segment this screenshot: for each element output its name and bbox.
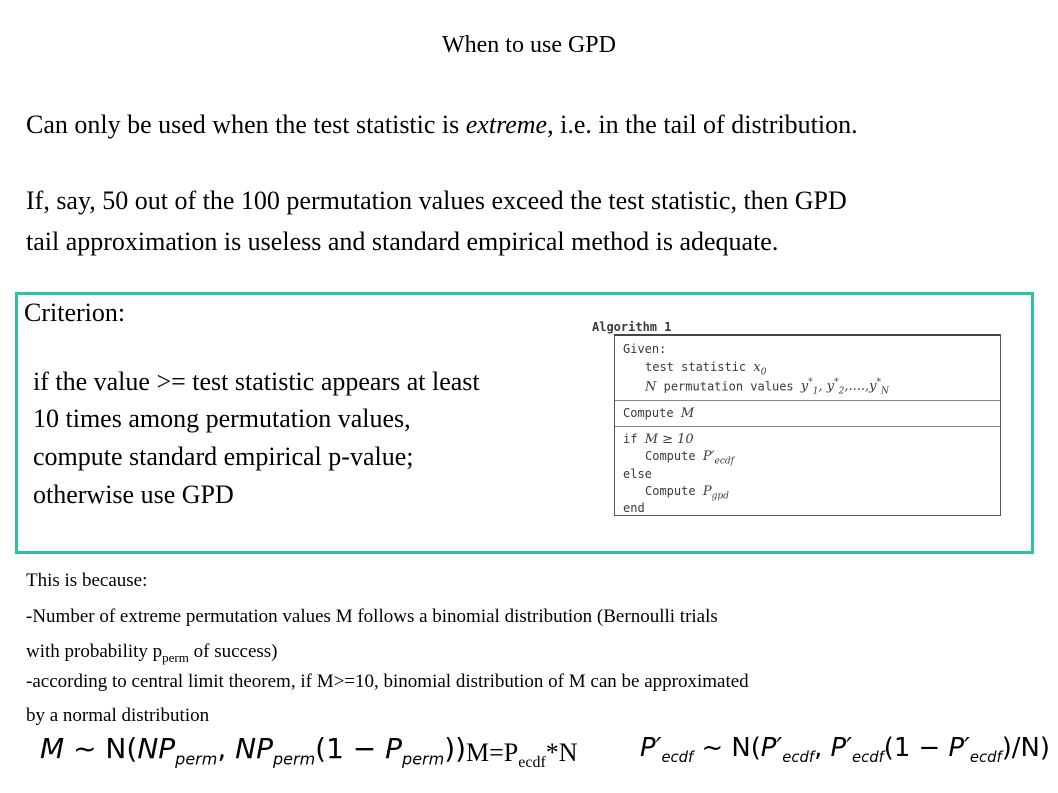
- algo-given: Given:: [623, 342, 667, 356]
- algo-separator: [615, 400, 1000, 401]
- bullet-1-line-2: with probability $p_{perm}$ of success): [26, 641, 278, 665]
- criterion-line: if the value >= test statistic appears at least: [33, 367, 480, 396]
- usage-text: Can only be used when the test statistic is: [26, 110, 466, 139]
- emphasis-extreme: extreme: [465, 110, 548, 139]
- bullet-2-line-1: -according to central limit theorem, if M>=10, binomial distribution of M can be approximated: [26, 671, 749, 692]
- algo-permutation-values: N permutation values $y^*_1$, $y^*_2,....,y^*_N$: [645, 378, 889, 397]
- algo-compute-ecdf: Compute $P'_{ecdf}$: [645, 449, 734, 467]
- algo-separator: [615, 426, 1000, 427]
- algo-if-condition: if M ≥ 10: [623, 432, 694, 447]
- example-paragraph-line-2: tail approximation is useless and standard empirical method is adequate.: [26, 227, 779, 256]
- criterion-line: compute standard empirical p-value;: [33, 442, 414, 471]
- algo-end: end: [623, 501, 645, 515]
- criterion-heading: Criterion:: [24, 298, 126, 327]
- because-heading: This is because:: [26, 570, 148, 591]
- binomial-normal-formula: M ~ $N(NP_{perm}$, $NP_{perm}(1 - P_{perm})$): [40, 732, 467, 769]
- ecdf-normal-formula: $P'_{ecdf}$ ~ $N(P'_{ecdf}$, $P'_{ecdf}(1 - P'_{ecdf})/N$): [640, 732, 1050, 766]
- bullet-2-line-2: by a normal distribution: [26, 705, 210, 726]
- page-title: When to use GPD: [442, 32, 616, 58]
- bullet-1-line-1: -Number of extreme permutation values M follows a binomial distribution (Bernoulli trials: [26, 606, 718, 627]
- algo-compute-gpd: Compute $P_{gpd}$: [645, 484, 729, 502]
- criterion-line: otherwise use GPD: [33, 480, 234, 509]
- algorithm-title: Algorithm 1: [592, 320, 672, 334]
- algorithm-figure: [592, 320, 1012, 520]
- usage-text-tail: , i.e. in the tail of distribution.: [547, 110, 858, 139]
- algorithm-box: [614, 334, 1001, 516]
- example-paragraph-line-1: If, say, 50 out of the 100 permutation values exceed the test statistic, then GPD: [26, 186, 847, 215]
- algo-compute-m: Compute M: [623, 406, 695, 421]
- m-equals-formula: $M=P_{ecdf}*N$: [466, 738, 578, 772]
- usage-condition-paragraph: [26, 110, 858, 140]
- algo-else: else: [623, 467, 652, 481]
- criterion-line: 10 times among permutation values,: [33, 404, 411, 433]
- algo-test-statistic: test statistic $x_0$: [645, 360, 767, 378]
